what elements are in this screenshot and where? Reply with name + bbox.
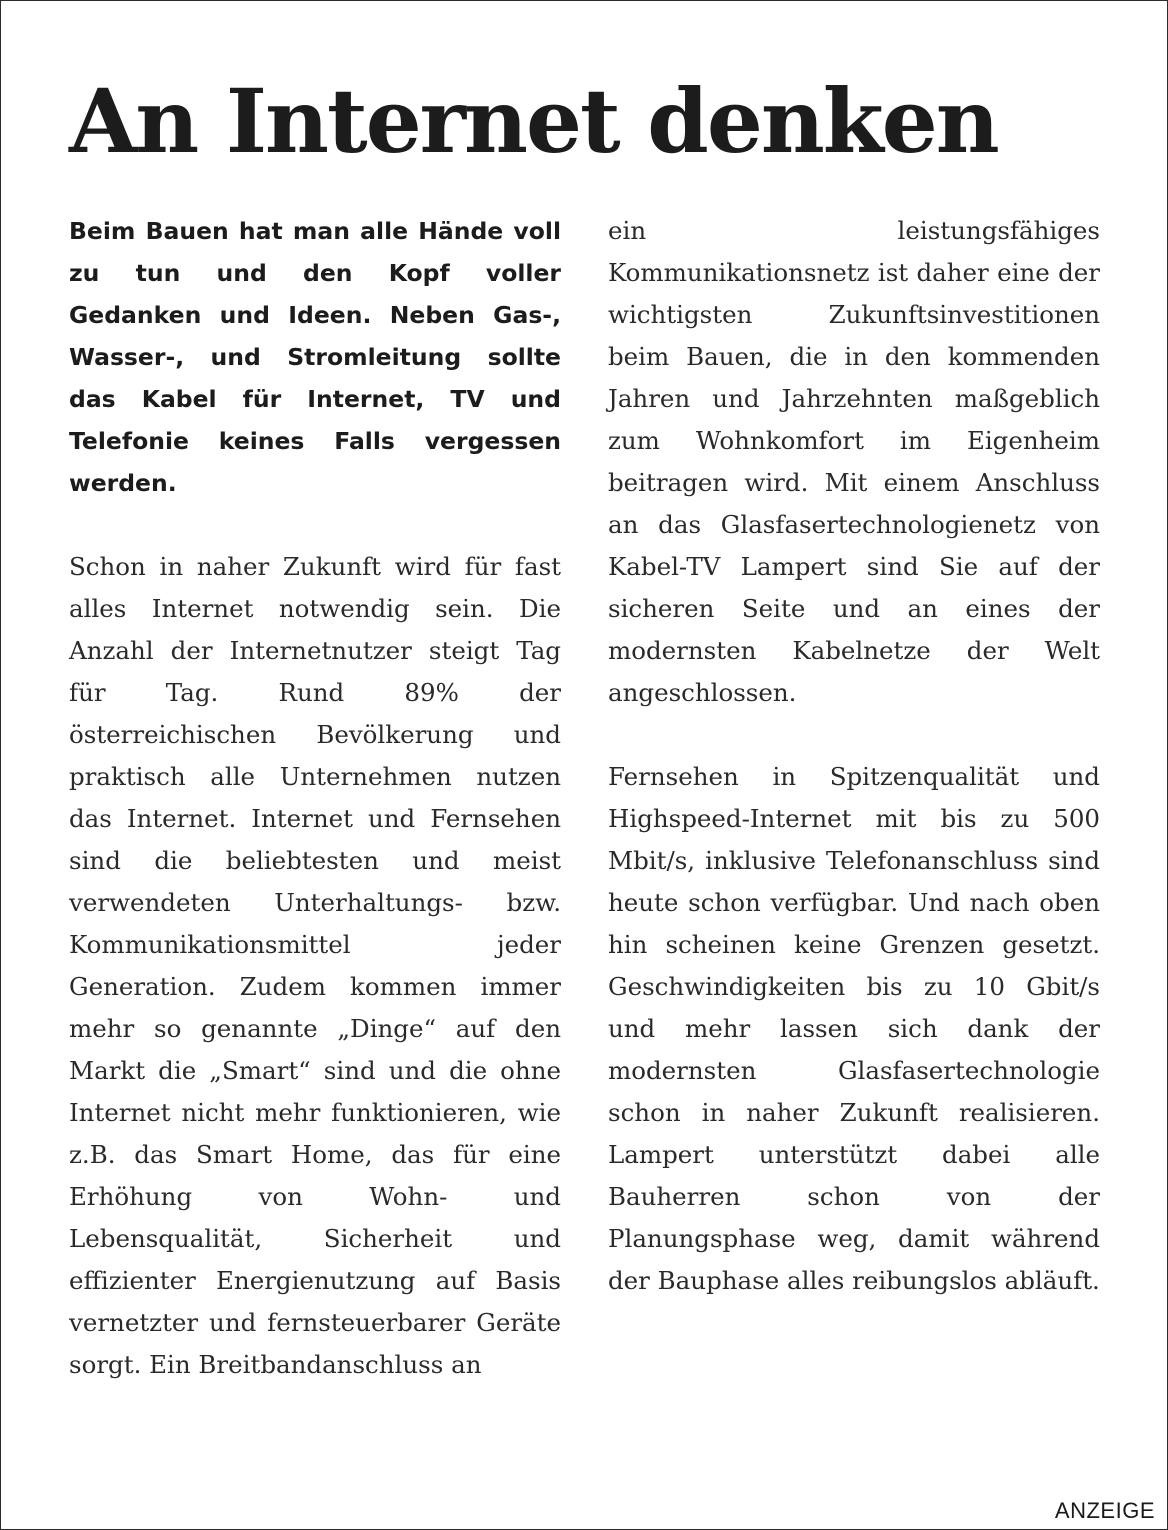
lead-paragraph: Beim Bauen hat man alle Hände voll zu tun und den Kopf voller Gedanken und Ideen. Neben Gas-, Wasser-, und Stromleitung sollte das Kabel für Internet, TV und Telefonie keines Falls vergessen werden. — [69, 217, 561, 497]
body-paragraph-2: Fernsehen in Spitzenqualität und Highspeed-Internet mit bis zu 500 Mbit/s, inklusive Telefonanschluss sind heute schon verfügbar. Und nach oben hin scheinen keine Grenzen gesetzt. Geschwindigkeiten bis zu 10 Gbit/s und mehr lassen sich dank der modernsten Glasfasertechnologie schon in naher Zukunft realisieren. Lampert unterstützt dabei alle Bauherren schon von der Planungsphase weg, damit während der Bauphase alles reibungslos abläuft. — [608, 762, 1100, 1295]
left-column — [69, 210, 561, 1386]
ad-label: ANZEIGE — [1054, 1498, 1155, 1523]
body-paragraph-1-part-2: ein leistungsfähiges Kommunikationsnetz ist daher eine der wichtigsten Zukunftsinvestitionen beim Bauen, die in den kommenden Jahren und Jahrzehnten maßgeblich zum Wohnkomfort im Eigenheim beitragen wird. Mit einem Anschluss an das Glasfasertechnologienetz von Kabel-TV Lampert sind Sie auf der sicheren Seite und an eines der modernsten Kabelnetze der Welt angeschlossen. — [608, 216, 1100, 707]
right-column — [608, 210, 1100, 1302]
body-paragraph-1-part-1: Schon in naher Zukunft wird für fast alles Internet notwendig sein. Die Anzahl der Internetnutzer steigt Tag für Tag. Rund 89% der österreichischen Bevölkerung und praktisch alle Unternehmen nutzen das Internet. Internet und Fernsehen sind die beliebtesten und meist verwendeten Unterhaltungs- bzw. Kommunikationsmittel jeder Generation. Zudem kommen immer mehr so genannte „Dinge“ auf den Markt die „Smart“ sind und die ohne Internet nicht mehr funktionieren, wie z.B. das Smart Home, das für eine Erhöhung von Wohn- und Lebensqualität, Sicherheit und effizienter Energienutzung auf Basis vernetzter und fernsteuerbarer Geräte sorgt. Ein Breitbandanschluss an — [69, 552, 561, 1379]
headline: An Internet denken — [69, 69, 998, 173]
